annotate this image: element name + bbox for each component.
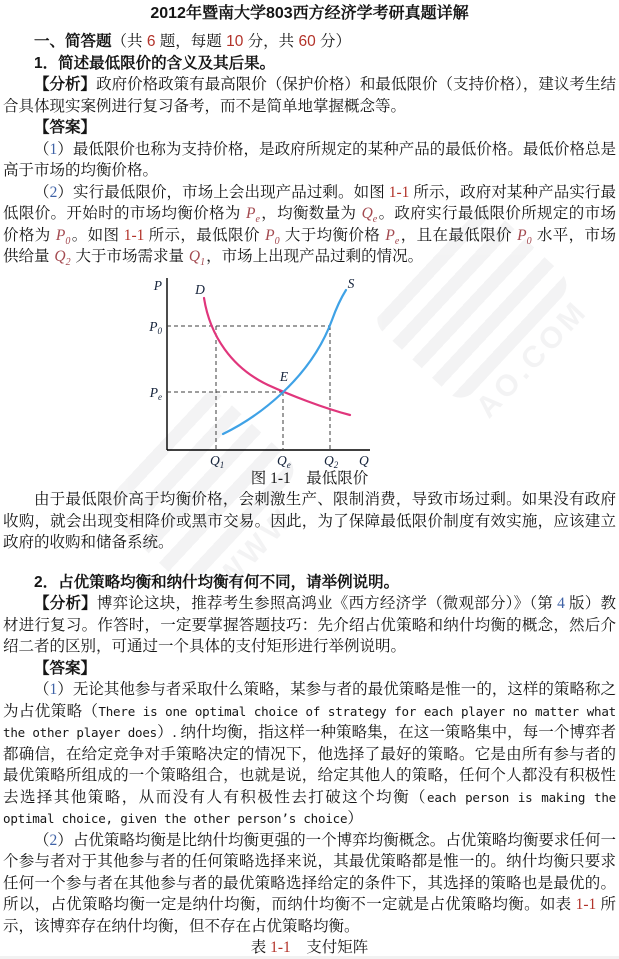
spacer [3, 554, 616, 572]
section-heading: 一、简答题（共 6 题，每题 10 分，共 60 分） [34, 33, 352, 50]
label-quantity-q2-sub: 2 [333, 459, 339, 468]
figure-caption: 图 1-1 最低限价 [250, 469, 369, 487]
question-1-answer-point-2: （2）实行最低限价，市场上会出现产品过剩。如图 1-1 所示，政府对某种产品实行最低限价。开始时的市场均衡价格为 $P_e$，均衡数量为 $Q_e$。政府实行最低限价所规定的市场价格为 $P_0$。如图 1-1 所示，最低限价 $P_0$ 大于均衡价格 $P_e$，且在最低限价 $P_0$ 水平，市场供给量 $Q_2$ 大于市场需求量 $Q_1$，市场上出现产品过剩的情况。 [3, 183, 616, 269]
label-equilibrium-price-base: P [149, 384, 158, 400]
question-2-answer-point-2: （2）占优策略均衡是比纳什均衡更强的一个博弈均衡概念。占优策略均衡要求任何一个参与者对于其他参与者的任何策略选择来说，其最优策略都是惟一的。纳什均衡只要求任何一个参与者在其他参与者的最优策略选择给定的条件下，其选择的策略也是最优的。所以，占优策略均衡一定是纳什均衡，而纳什均衡不一定就是占优策略均衡。如表 1-1 所示，该博弈存在纳什均衡，但不存在占优策略均衡。 [3, 831, 616, 935]
label-quantity-axis-text: Q [359, 452, 369, 468]
label-equilibrium-price [149, 385, 162, 402]
question-2-answer-point-1: （1）无论其他参与者采取什么策略，某参与者的最优策略是惟一的，这样的策略称之为占优策略（There is one optimal choice of strategy for each player no matter what the other player does）. 纳什均衡，指这样一种策略集，在这一策略集中，每一个博弈者都确信，在给定竞争对手策略决定的情况下，他选择了最好的策略。它是由所有参与者的最优策略所组成的一个策略组合，也就是说，给定其他人的策略，任何个人都没有积极性去选择其他策略，从而没有人有积极性去打破这个均衡（each person is making the optimal choice, given the other person’s choice） [3, 681, 616, 827]
label-quantity-qe [277, 453, 291, 468]
label-quantity-axis [359, 453, 369, 468]
label-demand [194, 282, 205, 297]
label-quantity-q2-base: Q [324, 452, 334, 468]
label-quantity-q1-sub: 1 [219, 459, 225, 468]
label-price-axis-text: P [153, 277, 162, 293]
question-1-answer-point-1: （1）最低限价也称为支持价格，是政府所规定的某种产品的最低价格。最低价格总是高于市场的均衡价格。 [3, 140, 616, 179]
figure-1-1 [3, 268, 616, 490]
label-quantity-q1-base: Q [210, 452, 220, 468]
label-quantity-q2 [324, 453, 339, 468]
question-1-heading: 1．简述最低限价的含义及其后果。 [34, 54, 276, 72]
label-equilibrium [279, 369, 289, 384]
document-content [3, 3, 616, 959]
label-equilibrium-text: E [279, 368, 289, 384]
document-title: 2012年暨南大学803西方经济学考研真题详解 [150, 5, 469, 22]
label-quantity-q1 [210, 453, 224, 468]
question-2-answer-label: 【答案】 [34, 659, 97, 677]
supply-curve [223, 290, 346, 434]
label-supply-text: S [347, 275, 355, 291]
label-price-floor [148, 319, 162, 336]
label-supply [348, 276, 355, 291]
question-2-heading: 2．占优策略均衡和纳什均衡有何不同，请举例说明。 [34, 573, 400, 591]
watermark-text: WWW. [210, 493, 308, 595]
label-demand-text: D [195, 281, 205, 297]
table-caption: 表 1-1 支付矩阵 [250, 939, 369, 956]
label-price-axis [153, 278, 162, 293]
question-2-analysis: 【分析】博弈论这块，推荐考生参照高鸿业《西方经济学（微观部分）》（第 4 版）教材进行复习。作答时，一定要掌握答题技巧：先介绍占优策略和纳什均衡的概念，然后介绍二者的区别，可通过一个具体的支付矩形进行举例说明。 [3, 595, 616, 655]
question-1-conclusion: 由于最低限价高于均衡价格，会刺激生产、限制消费，导致市场过剩。如果没有政府收购，就会出现变相降价或黑市交易。因此，为了保障最低限价制度有效实施，应该建立政府的收购和储备系统。 [3, 491, 616, 551]
label-price-floor-sub: 0 [157, 325, 162, 336]
watermark-text: AO.COM [469, 293, 595, 425]
label-quantity-qe-base: Q [277, 452, 287, 468]
question-1-answer-label: 【答案】 [34, 119, 97, 136]
supply-demand-chart [118, 268, 418, 468]
label-equilibrium-price-sub: e [158, 391, 162, 402]
question-1-analysis: 【分析】政府价格政策有最高限价（保护价格）和最低限价（支持价格），建议考生结合具体现实案例进行复习备考，而不是简单地掌握概念等。 [3, 76, 616, 115]
label-price-floor-base: P [149, 318, 158, 334]
label-quantity-qe-sub: e [286, 459, 291, 468]
